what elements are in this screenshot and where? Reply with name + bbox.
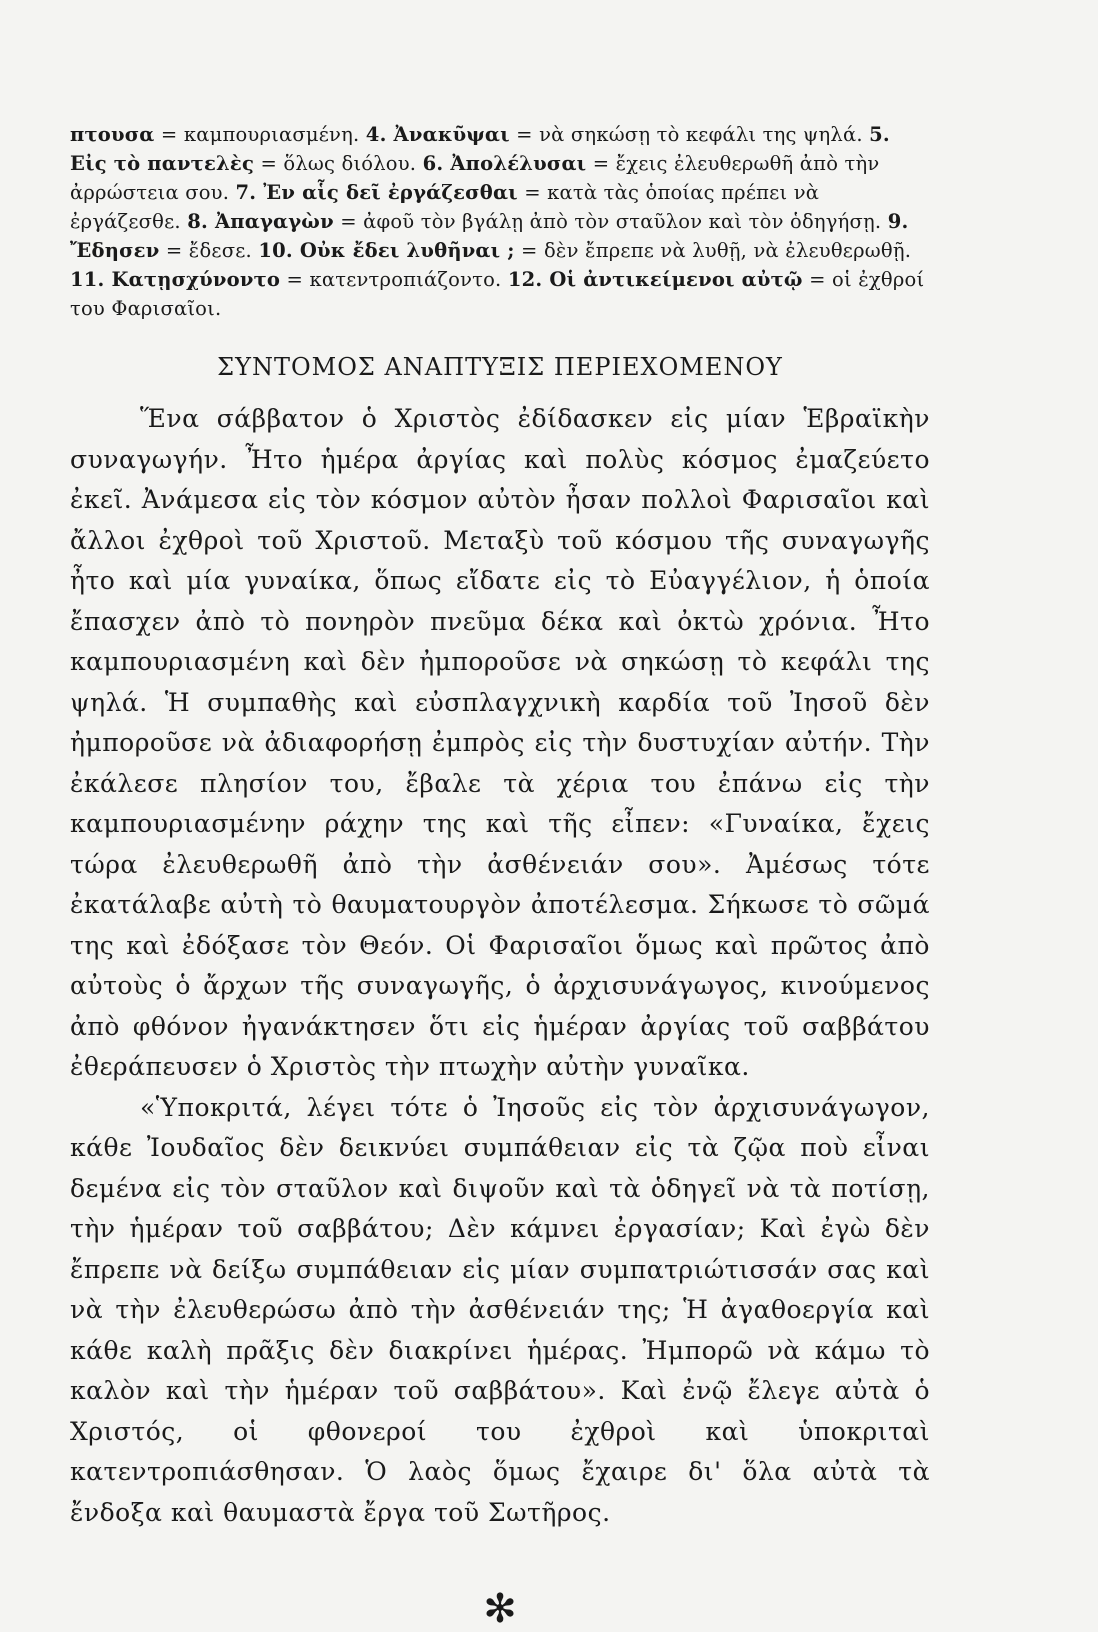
- glossary-def: = κατεντροπιάζοντο.: [280, 268, 508, 291]
- glossary-term-continuation: πτουσα: [70, 123, 155, 146]
- body-paragraph: Ἕνα σάββατον ὁ Χριστὸς ἐδίδασκεν εἰς μίαν Ἑβραϊκὴν συναγωγήν. Ἦτο ἡμέρα ἀργίας καὶ πολὺς κόσμος ἐμαζεύετο ἐκεῖ. Ἀνάμεσα εἰς τὸν κόσμον αὐτὸν ἦσαν πολλοὶ Φαρισαῖοι καὶ ἄλλοι ἐχθροὶ τοῦ Χριστοῦ. Μεταξὺ τοῦ κόσμου τῆς συναγωγῆς ἦτο καὶ μία γυναίκα, ὅπως εἴδατε εἰς τὸ Εὐαγγέλιον, ἡ ὁποία ἔπασχεν ἀπὸ τὸ πονηρὸν πνεῦμα δέκα καὶ ὀκτὼ χρόνια. Ἦτο καμπουριασμένη καὶ δὲν ἠμποροῦσε νὰ σηκώσῃ τὸ κεφάλι της ψηλά. Ἡ συμπαθὴς καὶ εὐσπλαγχνικὴ καρδία τοῦ Ἰησοῦ δὲν ἠμποροῦσε νὰ ἀδιαφορήσῃ ἐμπρὸς εἰς τὴν δυστυχίαν αὐτήν. Τὴν ἐκάλεσε πλησίον του, ἔβαλε τὰ χέρια του ἐπάνω εἰς τὴν καμπουριασμένην ράχην της καὶ τῆς εἶπεν: «Γυναίκα, ἔχεις τώρα ἐλευθερωθῆ ἀπὸ τὴν ἀσθένειάν σου». Ἀμέσως τότε ἐκατάλαβε αὐτὴ τὸ θαυματουργὸν ἀποτέλεσμα. Σήκωσε τὸ σῶμά της καὶ ἐδόξασε τὸν Θεόν. Οἱ Φαρισαῖοι ὅμως καὶ πρῶτος ἀπὸ αὐτοὺς ὁ ἄρχων τῆς συναγωγῆς, ὁ ἀρχισυνάγωγος, κινούμενος ἀπὸ φθόνον ἠγανάκτησεν ὅτι εἰς ἡμέραν ἀργίας τοῦ σαββάτου ἐθεράπευσεν ὁ Χριστὸς τὴν πτωχὴν αὐτὴν γυναῖκα.: [70, 404, 930, 1081]
- glossary-term: Ἀνακῦψαι: [386, 123, 510, 146]
- glossary-term: Οὐκ ἔδει λυθῆναι ;: [292, 239, 515, 262]
- body-paragraph: «Ὑποκριτά, λέγει τότε ὁ Ἰησοῦς εἰς τὸν ἀρχισυνάγωγον, κάθε Ἰουδαῖος δὲν δεικνύει συμπάθειαν εἰς τὰ ζῷα ποὺ εἶναι δεμένα εἰς τὸν σταῦλον καὶ διψοῦν καὶ τὰ ὁδηγεῖ νὰ τὰ ποτίσῃ, τὴν ἡμέραν τοῦ σαββάτου; Δὲν κάμνει ἐργασίαν; Καὶ ἐγὼ δὲν ἔπρεπε νὰ δείξω συμπάθειαν εἰς μίαν συμπατριώτισσάν σας καὶ νὰ τὴν ἐλευθερώσω ἀπὸ τὴν ἀσθένειάν της; Ἡ ἀγαθοεργία καὶ κάθε καλὴ πρᾶξις δὲν διακρίνει ἡμέρας. Ἠμπορῶ νὰ κάμω τὸ καλὸν καὶ τὴν ἡμέραν τοῦ σαββάτου». Καὶ ἐνῷ ἔλεγε αὐτὰ ὁ Χριστός, οἱ φθονεροί του ἐχθροὶ καὶ ὑποκριταὶ κατεντροπιάσθησαν. Ὁ λαὸς ὅμως ἔχαιρε δι' ὅλα αὐτὰ τὰ ἔνδοξα καὶ θαυμαστὰ ἔργα τοῦ Σωτῆρος.: [70, 1092, 930, 1527]
- glossary-def: = ἔδεσε.: [159, 239, 259, 262]
- glossary-def: = οἱ ἐχθροί του Φαρισαῖοι.: [70, 268, 925, 320]
- glossary-term: Οἱ ἀντικείμενοι αὐτῷ: [542, 268, 803, 291]
- section-heading: ΣΥΝΤΟΜΟΣ ΑΝΑΠΤΥΞΙΣ ΠΕΡΙΕΧΟΜΕΝΟΥ: [217, 353, 783, 381]
- glossary-number: 11.: [70, 268, 105, 291]
- glossary-def: = ἔχεις ἐλευθερωθῆ ἀπὸ τὴν ἀρρώστεια σου.: [70, 152, 880, 204]
- glossary-number: 10.: [258, 239, 293, 262]
- glossary-def: = ἀφοῦ τὸν βγάλῃ ἀπὸ τὸν σταῦλον καὶ τὸν ὁδηγήσῃ.: [333, 210, 888, 233]
- glossary-number: 12.: [507, 268, 543, 291]
- glossary-def: = νὰ σηκώσῃ τὸ κεφάλι της ψηλά.: [509, 123, 870, 146]
- glossary-number: 6.: [422, 152, 444, 175]
- glossary-term: Ἔδησεν: [70, 239, 160, 262]
- glossary-def: = δὲν ἔπρεπε νὰ λυθῇ, νὰ ἐλευθερωθῇ.: [514, 239, 912, 262]
- glossary-notes: [70, 120, 930, 323]
- glossary-term: Εἰς τὸ παντελὲς: [70, 152, 255, 175]
- body-text: [70, 399, 930, 1533]
- glossary-term: Ἀπολέλυσαι: [443, 152, 587, 175]
- glossary-number: 5.: [869, 123, 890, 146]
- glossary-def: = ὅλως διόλου.: [254, 152, 423, 175]
- glossary-def: = καμπουριασμένη.: [154, 123, 366, 146]
- glossary-term: Ἀπαγαγὼν: [207, 210, 334, 233]
- asterisk-separator-icon: ✻: [483, 1586, 517, 1632]
- glossary-term: Κατῃσχύνοντο: [104, 268, 281, 291]
- glossary-number: 9.: [887, 210, 909, 233]
- glossary-number: 8.: [187, 210, 208, 233]
- glossary-number: 4.: [365, 123, 387, 146]
- glossary-number: 7.: [235, 181, 257, 204]
- glossary-term: Ἐν αἷς δεῖ ἐργάζεσθαι: [256, 181, 518, 204]
- glossary-paragraph: [70, 120, 930, 323]
- glossary-def: = κατὰ τὰς ὁποίας πρέπει νὰ ἐργάζεσθε.: [70, 181, 820, 233]
